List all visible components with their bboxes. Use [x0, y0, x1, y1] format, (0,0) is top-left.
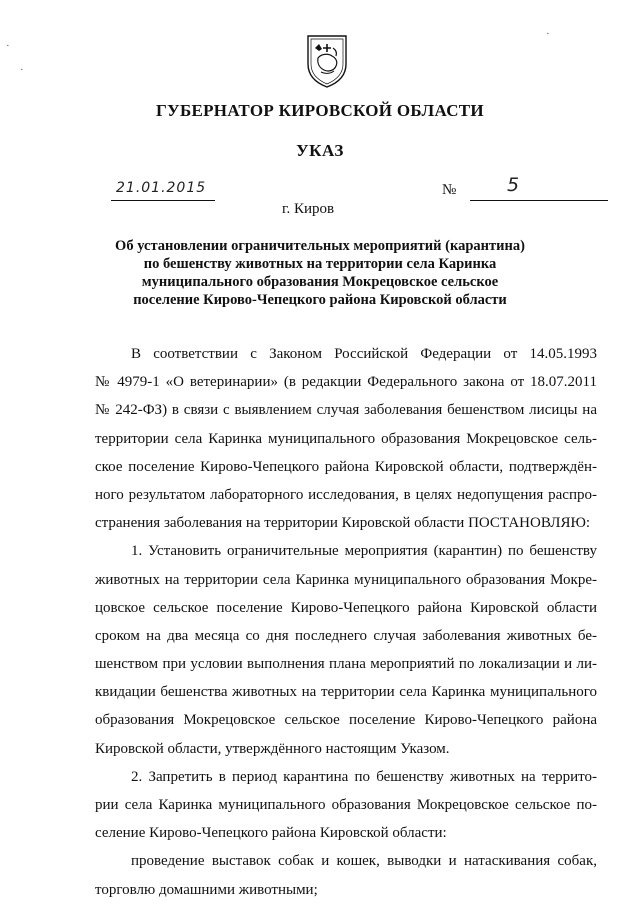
body-line: В соответствии с Законом Российской Федерации от 14.05.1993	[131, 346, 597, 362]
body-line: ного результатом лабораторного исследования, в целях недопущения распро-	[95, 486, 597, 503]
body-line: сроком на два месяца со дня последнего случая заболевания животных бе-	[95, 627, 597, 644]
subject-line: по бешенству животных на территории села Каринка	[143, 256, 497, 272]
authority-title: ГУБЕРНАТОР КИРОВСКОЙ ОБЛАСТИ	[156, 101, 484, 120]
number-underline	[470, 182, 608, 201]
body-line: № 242-ФЗ) в связи с выявлением случая заболевания бешенством лисицы на	[95, 402, 597, 419]
city: г. Киров	[282, 201, 335, 217]
body-line: проведение выставок собак и кошек, выводки и натаскивания собак,	[131, 853, 597, 870]
body-line: № 4979-1 «О ветеринарии» (в редакции Федерального закона от 18.07.2011	[95, 374, 597, 391]
body-line: животных на территории села Каринка муниципального образования Мокре-	[95, 571, 597, 588]
body-line: Кировской области, утверждённого настоящим Указом.	[95, 740, 450, 757]
body-line: странения заболевания на территории Кировской области ПОСТАНОВЛЯЮ:	[95, 515, 591, 532]
number-label: №	[442, 182, 457, 198]
document-subject	[0, 237, 640, 309]
body-line: территории села Каринка муниципального образования Мокрецовское сель-	[95, 430, 597, 447]
subject-line: Об установлении ограничительных мероприятий (карантина)	[115, 238, 525, 254]
body-line: торговлю домашними животными;	[95, 881, 318, 898]
kirov-oblast-coat-of-arms-icon	[305, 34, 349, 88]
scan-mark: ·	[6, 40, 10, 52]
body-line: образования Мокрецовское сельское поселение Кирово-Чепецкого района	[95, 712, 597, 729]
subject-line: муниципального образования Мокрецовское сельское	[141, 274, 499, 290]
body-line: рии села Каринка муниципального образования Мокрецовское сельское по-	[95, 797, 597, 813]
body-line: ское поселение Кирово-Чепецкого района Кировской области, подтверждён-	[95, 458, 597, 475]
document-date: 21.01.2015	[116, 180, 207, 196]
body-line: 2. Запретить в период карантина по бешенству животных на террито-	[131, 768, 597, 785]
body-line: квидации бешенства животных на территории села Каринка муниципального	[95, 684, 597, 701]
document-number: 5	[507, 174, 520, 196]
scan-mark: ·	[20, 64, 24, 76]
subject-line: поселение Кирово-Чепецкого района Кировской области	[133, 292, 507, 308]
document-type: УКАЗ	[296, 141, 344, 160]
body-line: шенством при условии выполнения плана мероприятий по локализации и ли-	[95, 656, 597, 673]
document-body	[95, 340, 597, 904]
body-line: 1. Установить ограничительные мероприятия (карантин) по бешенству	[131, 543, 597, 560]
scan-mark: ·	[546, 28, 550, 40]
body-line: цовское сельское поселение Кирово-Чепецкого района Кировской области	[95, 599, 597, 616]
body-line: селение Кирово-Чепецкого района Кировской области:	[95, 825, 447, 842]
